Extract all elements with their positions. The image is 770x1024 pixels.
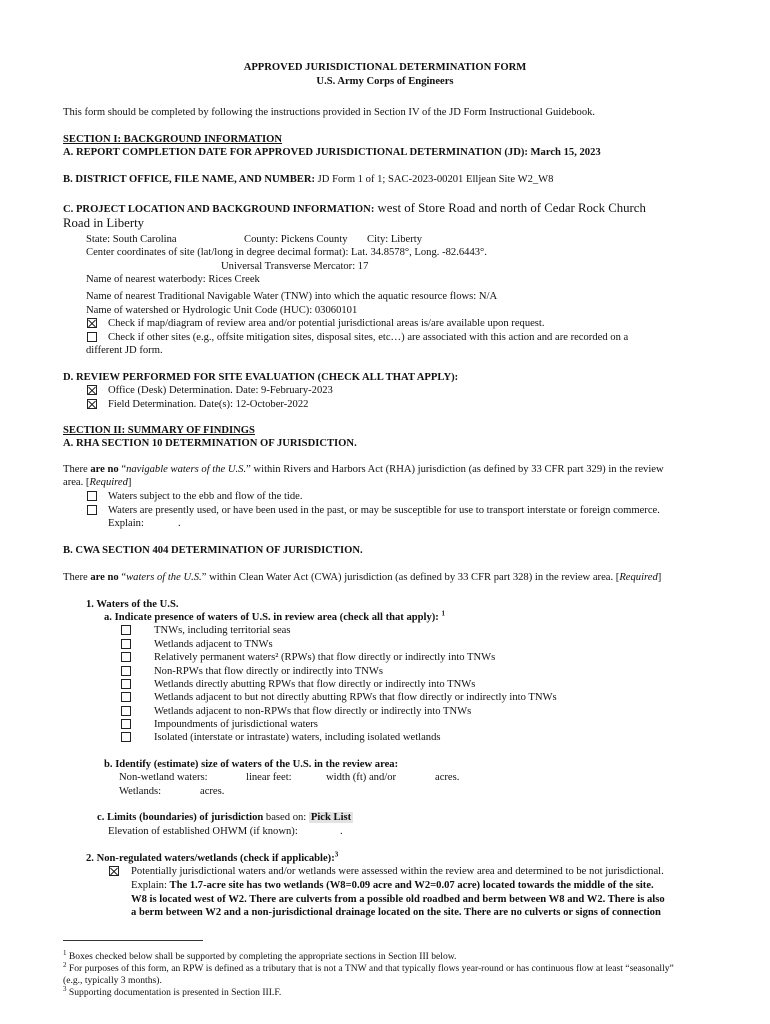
rha-area: area. [ xyxy=(63,477,90,488)
footnote-2-cont: (e.g., typically 3 months). xyxy=(63,975,162,986)
rha-explain-value[interactable]: . xyxy=(178,518,181,529)
footnote-3-text: Supporting documentation is presented in Section III.F. xyxy=(68,987,282,998)
water-type-checkbox-6[interactable] xyxy=(121,692,131,702)
non-jurisdictional-checkbox[interactable] xyxy=(109,866,119,876)
rha-heading: A. RHA SECTION 10 DETERMINATION OF JURISDICTION. xyxy=(63,438,357,449)
cwa-heading: B. CWA SECTION 404 DETERMINATION OF JURISDICTION. xyxy=(63,545,363,556)
water-type-checkbox-1[interactable] xyxy=(121,625,131,635)
section1-heading: SECTION I: BACKGROUND INFORMATION xyxy=(63,134,283,145)
water-type-label: Isolated (interstate or intrastate) waters, including isolated wetlands xyxy=(154,732,441,743)
item-d-heading: D. REVIEW PERFORMED FOR SITE EVALUATION (CHECK ALL THAT APPLY): xyxy=(63,372,459,383)
non-jurisdictional-label: Potentially jurisdictional waters and/or wetlands were assessed within the review area and determined to be not jurisdictional. xyxy=(131,866,664,877)
footnote-2-marker: 2 xyxy=(63,960,67,969)
wetlands-acres-label: acres. xyxy=(200,786,225,797)
item-b-district xyxy=(63,173,553,186)
item-c-value: west of Store Road and north of Cedar Rock Church xyxy=(374,201,646,215)
item-b-value: JD Form 1 of 1; SAC-2023-00201 Elljean Site W2_W8 xyxy=(315,174,554,185)
cwa-are-no: are no xyxy=(90,572,119,583)
explain-line-2: W8 is located west of W2. There are culverts from a possible old roadbed and berm between W8 and W2. There is also xyxy=(131,894,665,905)
water-type-checkbox-8[interactable] xyxy=(121,719,131,729)
water-type-checkbox-9[interactable] xyxy=(121,732,131,742)
form-title: APPROVED JURISDICTIONAL DETERMINATION FORM xyxy=(243,62,527,73)
rha-explain-label: Explain: xyxy=(108,518,144,529)
other-sites-label-cont: different JD form. xyxy=(86,345,163,356)
other-sites-checkbox[interactable] xyxy=(87,332,97,342)
ebb-flow-label: Waters subject to the ebb and flow of the tide. xyxy=(108,491,303,502)
city: City: Liberty xyxy=(367,234,423,245)
explain-text-1: The 1.7-acre site has two wetlands (W8=0.09 acre and W2=0.07 acre) located towards the middle of the site. xyxy=(169,880,654,891)
item-c-location xyxy=(63,201,646,217)
commerce-checkbox[interactable] xyxy=(87,505,97,515)
section2-heading: SECTION II: SUMMARY OF FINDINGS xyxy=(63,425,255,436)
ebb-flow-checkbox[interactable] xyxy=(87,491,97,501)
nearest-waterbody: Name of nearest waterbody: Rices Creek xyxy=(86,274,260,285)
indicate-presence-heading xyxy=(104,611,445,624)
item-c-label: C. PROJECT LOCATION AND BACKGROUND INFORMATION: xyxy=(63,204,375,215)
footnote-2-text: For purposes of this form, an RPW is defined as a tributary that is not a TNW and that typically flows year-round or has continuous flow at least “seasonally” xyxy=(68,963,674,974)
item-b-label: B. DISTRICT OFFICE, FILE NAME, AND NUMBER: xyxy=(63,174,316,185)
item-c-value-cont: Road in Liberty xyxy=(63,216,145,230)
cwa-text-2: “ xyxy=(118,572,127,583)
map-available-label: Check if map/diagram of review area and/or potential jurisdictional areas is/are available upon request. xyxy=(108,318,545,329)
other-sites-label: Check if other sites (e.g., offsite mitigation sites, disposal sites, etc…) are associated with this action and are recorded on a xyxy=(108,332,629,343)
rha-text-2: “ xyxy=(118,464,127,475)
non-wetland-acres-label: acres. xyxy=(435,772,460,783)
office-determination-label: Office (Desk) Determination. Date: 9-February-2023 xyxy=(108,385,333,396)
wetlands-label: Wetlands: xyxy=(119,786,162,797)
field-determination-checkbox[interactable] xyxy=(87,399,97,409)
water-type-checkbox-5[interactable] xyxy=(121,679,131,689)
office-determination-checkbox[interactable] xyxy=(87,385,97,395)
water-type-checkbox-4[interactable] xyxy=(121,666,131,676)
cwa-required: Required xyxy=(619,572,658,583)
footnote-3-marker: 3 xyxy=(63,984,67,993)
rha-statement-cont xyxy=(63,476,131,489)
water-type-label: Wetlands directly abutting RPWs that flow directly or indirectly into TNWs xyxy=(154,679,476,690)
limits-based-on: based on: xyxy=(263,812,309,823)
cwa-text-3: ” within Clean Water Act (CWA) jurisdiction (as defined by 33 CFR part 328) in the review area. [ xyxy=(201,572,620,583)
rha-are-no: are no xyxy=(90,464,119,475)
water-type-label: Wetlands adjacent to TNWs xyxy=(154,639,273,650)
county: County: Pickens County xyxy=(244,234,348,245)
footnote-divider xyxy=(63,940,203,941)
footnote-1-marker: 1 xyxy=(63,948,67,957)
explain-line-3: a berm between W2 and a non-jurisdictional drainage located on the site. There are no culverts or signs of connection xyxy=(131,907,661,918)
water-type-checkbox-3[interactable] xyxy=(121,652,131,662)
non-regulated-text: 2. Non-regulated waters/wetlands (check if applicable): xyxy=(86,853,335,864)
non-regulated-heading xyxy=(86,852,338,865)
rha-text-3: ” within Rivers and Harbors Act (RHA) jurisdiction (as defined by 33 CFR part 329) in the review xyxy=(246,464,664,475)
limits-jurisdiction xyxy=(97,811,353,824)
water-type-label: Non-RPWs that flow directly or indirectly into TNWs xyxy=(154,666,384,677)
cwa-text-1: There xyxy=(63,572,91,583)
rha-statement xyxy=(63,463,664,476)
map-available-checkbox[interactable] xyxy=(87,318,97,328)
waters-us-heading: 1. Waters of the U.S. xyxy=(86,599,179,610)
limits-label: c. Limits (boundaries) of jurisdiction xyxy=(97,812,264,823)
rha-required: Required xyxy=(89,477,128,488)
form-subtitle: U.S. Army Corps of Engineers xyxy=(316,76,454,87)
ohwm-value[interactable]: . xyxy=(340,826,343,837)
water-type-label: Relatively permanent waters² (RPWs) that flow directly or indirectly into TNWs xyxy=(154,652,496,663)
field-determination-label: Field Determination. Date(s): 12-October-2022 xyxy=(108,399,309,410)
non-wetland-label: Non-wetland waters: xyxy=(119,772,208,783)
rha-text-1: There xyxy=(63,464,91,475)
identify-size-heading: b. Identify (estimate) size of waters of the U.S. in the review area: xyxy=(104,759,399,770)
cwa-waters-us: waters of the U.S. xyxy=(126,572,202,583)
explain-label: Explain: xyxy=(131,880,170,891)
footnote-1-text: Boxes checked below shall be supported by completing the appropriate sections in Section III below. xyxy=(68,951,457,962)
footnote-3 xyxy=(63,986,281,999)
width-label: width (ft) and/or xyxy=(326,772,397,783)
water-type-label: Impoundments of jurisdictional waters xyxy=(154,719,318,730)
watershed-huc: Name of watershed or Hydrologic Unit Code (HUC): 03060101 xyxy=(86,305,358,316)
indicate-presence-text: a. Indicate presence of waters of U.S. in review area (check all that apply): xyxy=(104,612,439,623)
cwa-statement xyxy=(63,571,661,584)
rha-navigable-waters: navigable waters of the U.S. xyxy=(126,464,247,475)
explain-line-1 xyxy=(131,879,654,892)
rha-bracket: ] xyxy=(127,477,132,488)
cwa-bracket: ] xyxy=(657,572,662,583)
water-type-label: Wetlands adjacent to but not directly abutting RPWs that flow directly or indirectly into TNWs xyxy=(154,692,557,703)
utm: Universal Transverse Mercator: 17 xyxy=(221,261,369,272)
commerce-label: Waters are presently used, or have been used in the past, or may be susceptible for use to transport interstate or foreign commerce. xyxy=(108,505,660,516)
footnote-ref-3: 3 xyxy=(334,850,339,859)
water-type-checkbox-2[interactable] xyxy=(121,639,131,649)
water-type-label: TNWs, including territorial seas xyxy=(154,625,291,636)
nearest-tnw: Name of nearest Traditional Navigable Water (TNW) into which the aquatic resource flows: N/A xyxy=(86,291,498,302)
state: State: South Carolina xyxy=(86,234,177,245)
linear-feet-label: linear feet: xyxy=(246,772,292,783)
item-a-report-date: A. REPORT COMPLETION DATE FOR APPROVED JURISDICTIONAL DETERMINATION (JD): March 15, 2023 xyxy=(63,147,601,158)
center-coordinates: Center coordinates of site (lat/long in degree decimal format): Lat. 34.8578°, Long. -82.6443°. xyxy=(86,247,487,258)
ohwm-label: Elevation of established OHWM (if known): xyxy=(108,826,298,837)
water-type-label: Wetlands adjacent to non-RPWs that flow directly or indirectly into TNWs xyxy=(154,706,472,717)
water-type-checkbox-7[interactable] xyxy=(121,706,131,716)
limits-pick-list[interactable]: Pick List xyxy=(310,812,352,823)
intro-text: This form should be completed by following the instructions provided in Section IV of the JD Form Instructional Guidebook. xyxy=(63,107,596,118)
footnote-ref-1: 1 xyxy=(441,609,445,618)
